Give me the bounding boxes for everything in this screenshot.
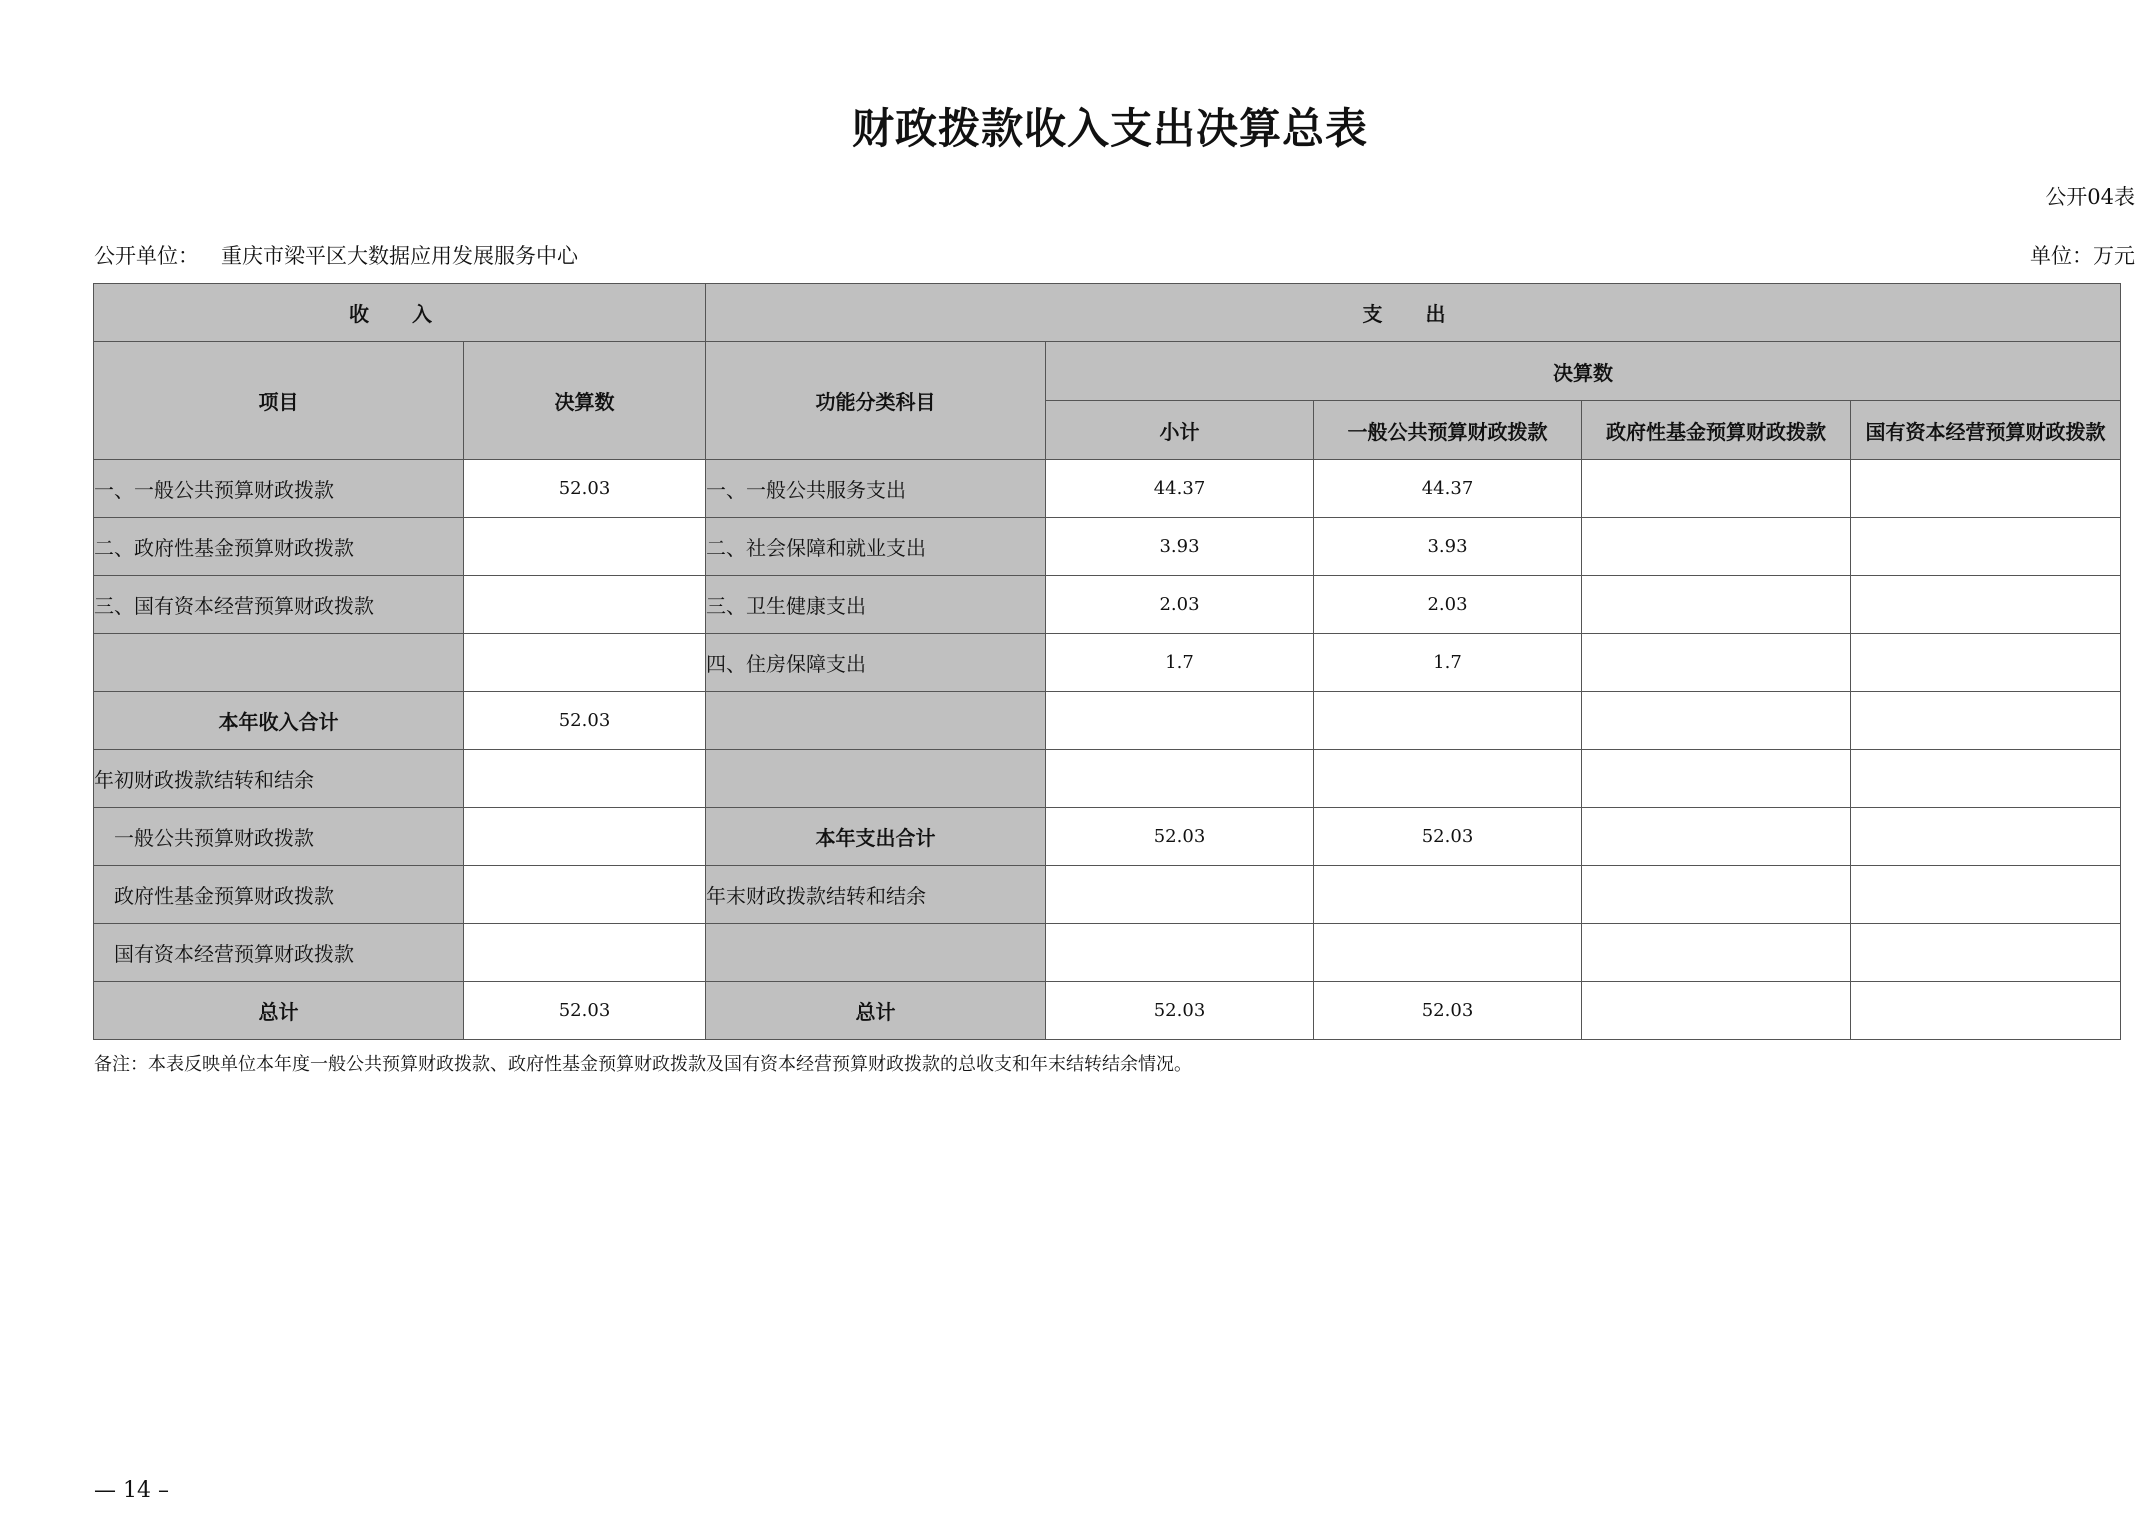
subtotal-cell	[1046, 750, 1314, 808]
general-cell: 3.93	[1314, 518, 1582, 576]
table-row	[94, 750, 2121, 808]
fund-cell	[1582, 518, 1851, 576]
subtotal-cell: 52.03	[1046, 982, 1314, 1040]
fund-cell	[1582, 750, 1851, 808]
capital-cell	[1851, 924, 2121, 982]
page-number: — 14 –	[94, 1478, 169, 1503]
income-item: 本年收入合计	[94, 692, 464, 750]
form-code: 公开04表	[2045, 185, 2135, 209]
table-row	[94, 692, 2121, 750]
table-row	[94, 518, 2121, 576]
capital-cell	[1851, 576, 2121, 634]
expense-item: 三、卫生健康支出	[706, 576, 1046, 634]
table-row-total	[94, 982, 2121, 1040]
income-amount	[464, 634, 706, 692]
capital-cell	[1851, 866, 2121, 924]
table-row	[94, 808, 2121, 866]
general-cell: 1.7	[1314, 634, 1582, 692]
subtotal-header: 小计	[1046, 401, 1314, 460]
income-item: 一、一般公共预算财政拨款	[94, 460, 464, 518]
table-row	[94, 924, 2121, 982]
subtotal-cell: 52.03	[1046, 808, 1314, 866]
fund-budget-header: 政府性基金预算财政拨款	[1582, 401, 1851, 460]
income-amount-header: 决算数	[464, 342, 706, 460]
capital-cell	[1851, 982, 2121, 1040]
unit-line	[94, 240, 578, 270]
capital-cell	[1851, 634, 2121, 692]
general-cell: 52.03	[1314, 808, 1582, 866]
income-item	[94, 634, 464, 692]
page-title: 财政拨款收入支出决算总表	[851, 104, 1368, 153]
expense-amount-header: 决算数	[1046, 342, 2121, 401]
table-row	[94, 634, 2121, 692]
capital-cell	[1851, 808, 2121, 866]
item-header: 项目	[94, 342, 464, 460]
income-item: 三、国有资本经营预算财政拨款	[94, 576, 464, 634]
subtotal-cell	[1046, 692, 1314, 750]
unit-label: 公开单位：	[94, 244, 199, 268]
general-cell	[1314, 866, 1582, 924]
income-amount	[464, 808, 706, 866]
expense-item: 二、社会保障和就业支出	[706, 518, 1046, 576]
capital-cell	[1851, 518, 2121, 576]
expense-item: 四、住房保障支出	[706, 634, 1046, 692]
income-item: 总计	[94, 982, 464, 1040]
general-cell: 44.37	[1314, 460, 1582, 518]
table-header-row-2	[94, 342, 2121, 401]
income-amount	[464, 576, 706, 634]
general-cell	[1314, 924, 1582, 982]
income-amount	[464, 518, 706, 576]
general-cell: 52.03	[1314, 982, 1582, 1040]
table-header-row-1	[94, 284, 2121, 342]
fund-cell	[1582, 866, 1851, 924]
subtotal-cell: 44.37	[1046, 460, 1314, 518]
expense-item	[706, 750, 1046, 808]
subtotal-cell	[1046, 866, 1314, 924]
expense-item: 一、一般公共服务支出	[706, 460, 1046, 518]
currency-unit: 单位：万元	[2030, 244, 2135, 268]
income-header: 收 入	[94, 284, 706, 342]
capital-cell	[1851, 750, 2121, 808]
income-amount	[464, 750, 706, 808]
subtotal-cell: 3.93	[1046, 518, 1314, 576]
fund-cell	[1582, 982, 1851, 1040]
table-row	[94, 576, 2121, 634]
income-item: 一般公共预算财政拨款	[94, 808, 464, 866]
remark-note: 备注：本表反映单位本年度一般公共预算财政拨款、政府性基金预算财政拨款及国有资本经营预算财政拨款的总收支和年末结转结余情况。	[94, 1054, 1192, 1075]
expense-item: 年末财政拨款结转和结余	[706, 866, 1046, 924]
income-amount	[464, 924, 706, 982]
general-cell: 2.03	[1314, 576, 1582, 634]
general-cell	[1314, 692, 1582, 750]
unit-name: 重庆市梁平区大数据应用发展服务中心	[221, 244, 578, 268]
table-row	[94, 866, 2121, 924]
fund-cell	[1582, 808, 1851, 866]
income-amount: 52.03	[464, 692, 706, 750]
subtotal-cell	[1046, 924, 1314, 982]
capital-cell	[1851, 692, 2121, 750]
income-amount	[464, 866, 706, 924]
fund-cell	[1582, 460, 1851, 518]
income-item: 国有资本经营预算财政拨款	[94, 924, 464, 982]
table-row	[94, 460, 2121, 518]
subtotal-cell: 2.03	[1046, 576, 1314, 634]
appropriation-summary-table	[93, 283, 2121, 1040]
expense-item	[706, 924, 1046, 982]
income-item: 政府性基金预算财政拨款	[94, 866, 464, 924]
subtotal-cell: 1.7	[1046, 634, 1314, 692]
fund-cell	[1582, 924, 1851, 982]
income-item: 二、政府性基金预算财政拨款	[94, 518, 464, 576]
income-item: 年初财政拨款结转和结余	[94, 750, 464, 808]
expense-item: 总计	[706, 982, 1046, 1040]
fund-cell	[1582, 634, 1851, 692]
expense-header: 支 出	[706, 284, 2121, 342]
income-amount: 52.03	[464, 460, 706, 518]
capital-cell	[1851, 460, 2121, 518]
expense-item: 本年支出合计	[706, 808, 1046, 866]
general-budget-header: 一般公共预算财政拨款	[1314, 401, 1582, 460]
capital-budget-header: 国有资本经营预算财政拨款	[1851, 401, 2121, 460]
expense-item	[706, 692, 1046, 750]
fund-cell	[1582, 576, 1851, 634]
general-cell	[1314, 750, 1582, 808]
fund-cell	[1582, 692, 1851, 750]
function-category-header: 功能分类科目	[706, 342, 1046, 460]
income-amount: 52.03	[464, 982, 706, 1040]
